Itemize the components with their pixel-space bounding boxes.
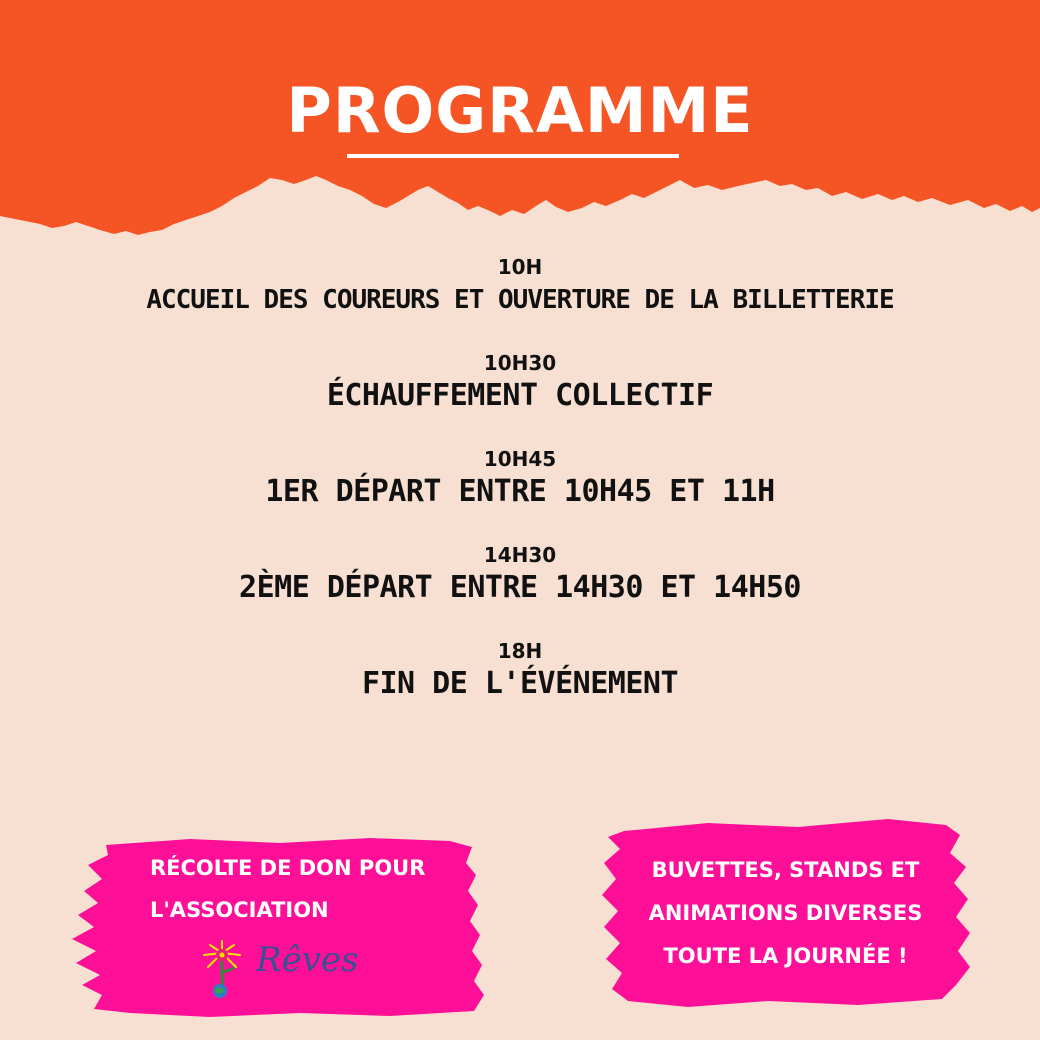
donation-text (150, 847, 460, 931)
flower-icon (190, 939, 254, 999)
logo-text: Rêves (256, 940, 359, 980)
schedule-item (0, 446, 1040, 512)
activities-line: ANIMATIONS DIVERSES (648, 901, 923, 925)
schedule-item (0, 350, 1040, 416)
schedule-time: 14H30 (483, 543, 557, 567)
donation-line: RÉCOLTE DE DON POUR (150, 856, 426, 880)
schedule-time: 10H45 (483, 447, 557, 471)
schedule-list (0, 254, 1040, 704)
donation-banner (70, 835, 490, 1020)
activities-banner (598, 813, 973, 1013)
schedule-label: FIN DE L'ÉVÉNEMENT (361, 666, 679, 701)
schedule-time: 10H (497, 255, 543, 279)
schedule-label: 2ÈME DÉPART ENTRE 14H30 ET 14H50 (239, 570, 801, 605)
schedule-item (0, 638, 1040, 704)
schedule-label: ÉCHAUFFEMENT COLLECTIF (326, 378, 714, 413)
schedule-item (0, 254, 1040, 320)
schedule-time: 10H30 (483, 351, 557, 375)
activities-line: TOUTE LA JOURNÉE ! (663, 944, 908, 968)
schedule-label: ACCUEIL DES COUREURS ET OUVERTURE DE LA BILLETTERIE (146, 285, 894, 315)
schedule-item (0, 542, 1040, 608)
activities-text (618, 849, 953, 978)
schedule-label: 1ER DÉPART ENTRE 10H45 ET 11H (265, 474, 775, 509)
activities-line: BUVETTES, STANDS ET (651, 858, 920, 882)
donation-line: L'ASSOCIATION (150, 898, 329, 922)
title-underline (347, 154, 679, 158)
reves-logo (190, 939, 360, 999)
page-title: PROGRAMME (286, 74, 754, 147)
schedule-time: 18H (497, 639, 543, 663)
